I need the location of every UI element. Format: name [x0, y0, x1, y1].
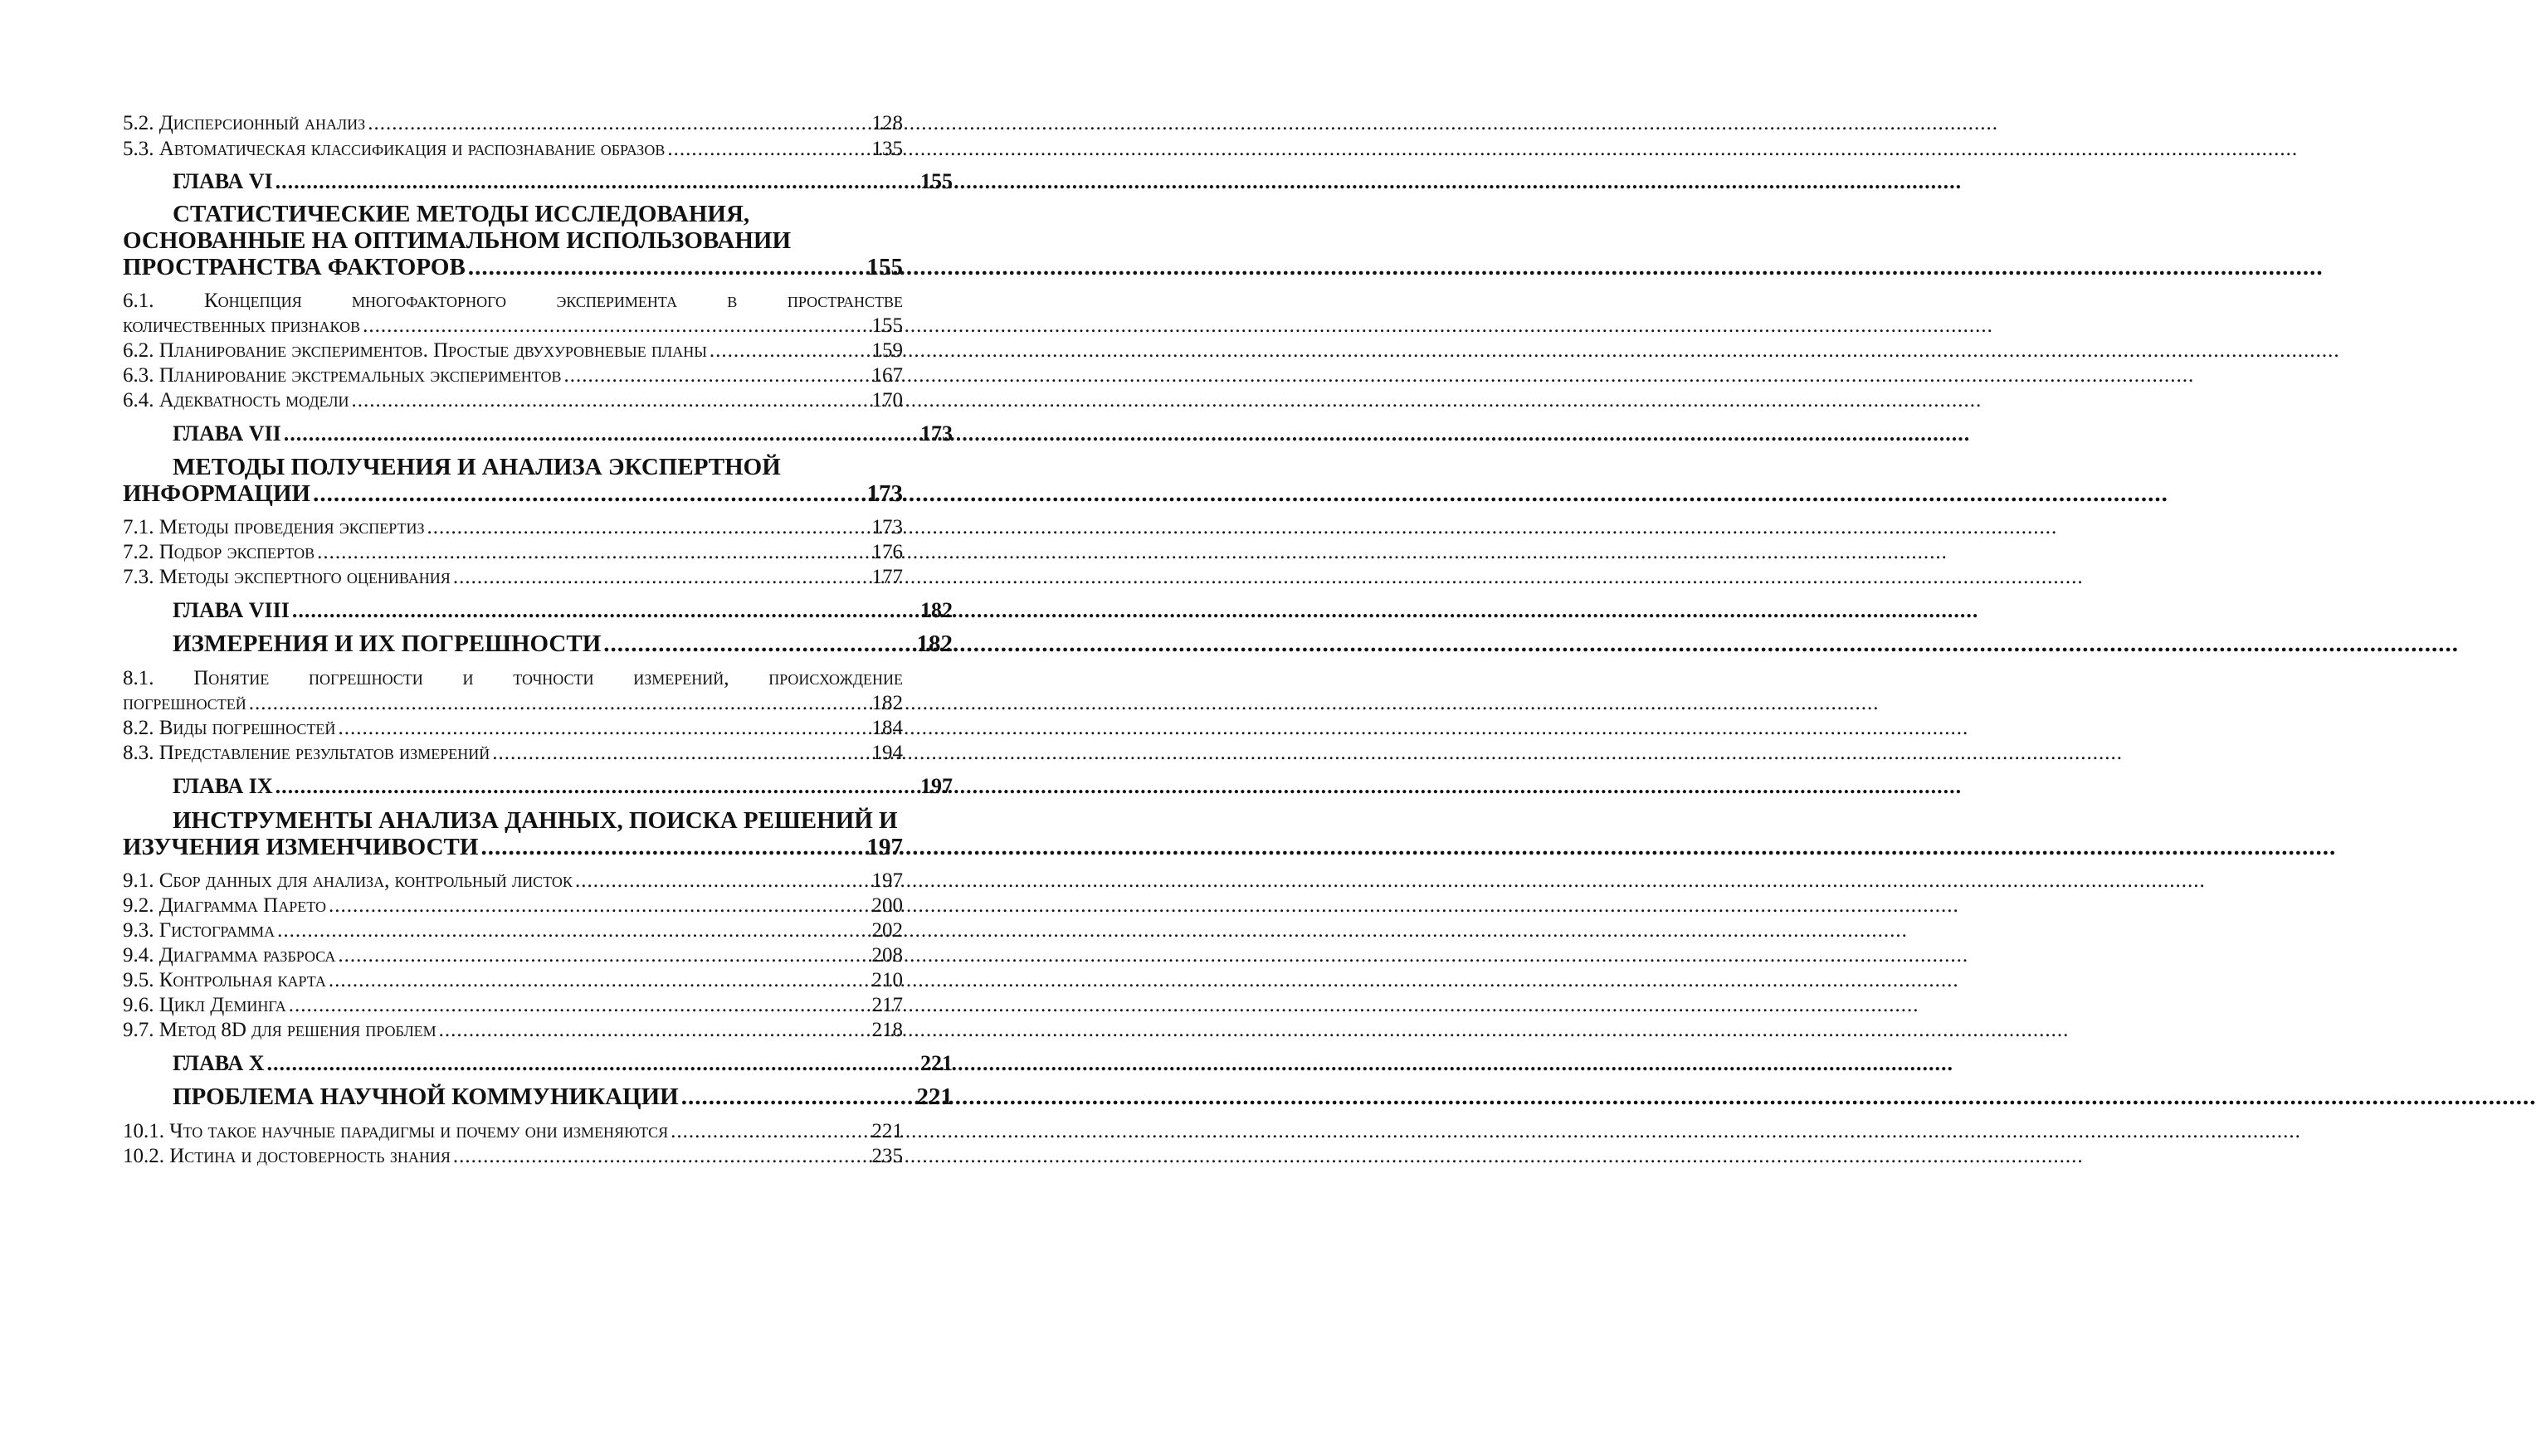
toc-entry-6-4[interactable]: 6.4. Адекватность модели ..... 170 — [123, 387, 903, 416]
chapter-10-title[interactable]: ПРОБЛЕМА НАУЧНОЙ КОММУНИКАЦИИ ..... 221 — [123, 1083, 903, 1113]
toc-entry-8-3[interactable]: 8.3. Представление результатов измерений ..... 194 — [123, 739, 903, 769]
entry-page: 135 — [871, 138, 903, 160]
toc-entry-7-2[interactable]: 7.2. Подбор экспертов ..... 176 — [123, 538, 903, 568]
chapter-9-title-line1: ИНСТРУМЕНТЫ АНАЛИЗА ДАННЫХ, ПОИСКА РЕШЕНИЙ И — [173, 807, 898, 834]
toc-entry-10-2[interactable]: 10.2. Истина и достоверность знания ..... 235 — [123, 1142, 903, 1172]
entry-page: 128 — [871, 112, 903, 134]
chapter-8-heading[interactable]: ГЛАВА VIII ..... 182 — [123, 597, 903, 626]
chapter-6-title[interactable] — [123, 253, 903, 283]
toc-entry-8-2[interactable]: 8.2. Виды погрешностей ..... 184 — [123, 714, 903, 744]
chapter-label: ГЛАВА VI — [173, 169, 273, 193]
entry-page: 155 — [871, 314, 903, 337]
chapter-7-title[interactable]: ИНФОРМАЦИИ ..... 173 — [123, 480, 903, 509]
chapter-7-heading[interactable]: ГЛАВА VII ..... 173 — [123, 420, 903, 450]
chapter-page: 155 — [866, 254, 903, 280]
toc-entry-10-1[interactable]: 10.1. Что такое научные парадигмы и почему они изменяются ..... 221 — [123, 1118, 903, 1147]
toc-entry-6-3[interactable]: 6.3. Планирование экстремальных экспериментов ..... 167 — [123, 362, 903, 392]
toc-entry-9-5[interactable]: 9.5. Контрольная карта ..... 210 — [123, 967, 903, 996]
toc-entry-9-4[interactable]: 9.4. Диаграмма разброса ..... 208 — [123, 942, 903, 971]
entry-title-cont: количественных признаков — [123, 314, 361, 337]
toc-entry-8-1[interactable]: погрешностей ..... 182 — [123, 689, 903, 719]
toc-entry-9-7[interactable]: 9.7. Метод 8D для решения проблем ..... 218 — [123, 1016, 903, 1046]
entry-title: Автоматическая классификация и распознавание образов — [158, 138, 666, 160]
chapter-6-title-line1: СТАТИСТИЧЕСКИЕ МЕТОДЫ ИССЛЕДОВАНИЯ, — [173, 201, 750, 227]
toc-entry-9-1[interactable]: 9.1. Сбор данных для анализа, контрольный листок ..... 197 — [123, 867, 903, 897]
chapter-6-title-line2: ОСНОВАННЫЕ НА ОПТИМАЛЬНОМ ИСПОЛЬЗОВАНИИ — [123, 227, 792, 254]
chapter-6-heading[interactable] — [123, 168, 953, 197]
toc-entry-9-2[interactable]: 9.2. Диаграмма Парето ..... 200 — [123, 892, 903, 922]
chapter-9-heading[interactable]: ГЛАВА IX ..... 197 — [123, 772, 903, 802]
chapter-10-heading[interactable]: ГЛАВА X ..... 221 — [123, 1049, 903, 1079]
toc-entry-7-3[interactable]: 7.3. Методы экспертного оценивания ..... 177 — [123, 563, 903, 593]
entry-title: Дисперсионный анализ — [158, 112, 366, 134]
chapter-page: 155 — [920, 169, 953, 193]
chapter-7-title-line1: МЕТОДЫ ПОЛУЧЕНИЯ И АНАЛИЗА ЭКСПЕРТНОЙ — [173, 454, 781, 480]
entry-number: 5.2. — [123, 112, 154, 134]
chapter-8-title[interactable]: ИЗМЕРЕНИЯ И ИХ ПОГРЕШНОСТИ ..... 182 — [123, 630, 903, 660]
toc-entry-9-3[interactable]: 9.3. Гистограмма ..... 202 — [123, 917, 903, 947]
toc-entry-9-6[interactable]: 9.6. Цикл Деминга ..... 217 — [123, 991, 903, 1021]
entry-number: 5.3. — [123, 138, 154, 160]
toc-entry-6-2[interactable]: 6.2. Планирование экспериментов. Простые двухуровневые планы ..... 159 — [123, 337, 903, 367]
toc-entry-5-3[interactable] — [123, 135, 903, 165]
toc-entry-6-1-line1[interactable]: 6.1. Концепция многофакторного эксперимента в пространстве — [123, 290, 904, 312]
toc-entry-7-1[interactable]: 7.1. Методы проведения экспертиз ..... 173 — [123, 514, 903, 543]
toc-entry-8-1-line1[interactable]: 8.1. Понятие погрешности и точности измерений, происхождение — [123, 667, 904, 689]
chapter-title-line3: ПРОСТРАНСТВА ФАКТОРОВ — [123, 254, 466, 280]
chapter-9-title[interactable]: ИЗУЧЕНИЯ ИЗМЕНЧИВОСТИ ..... 197 — [123, 833, 903, 863]
